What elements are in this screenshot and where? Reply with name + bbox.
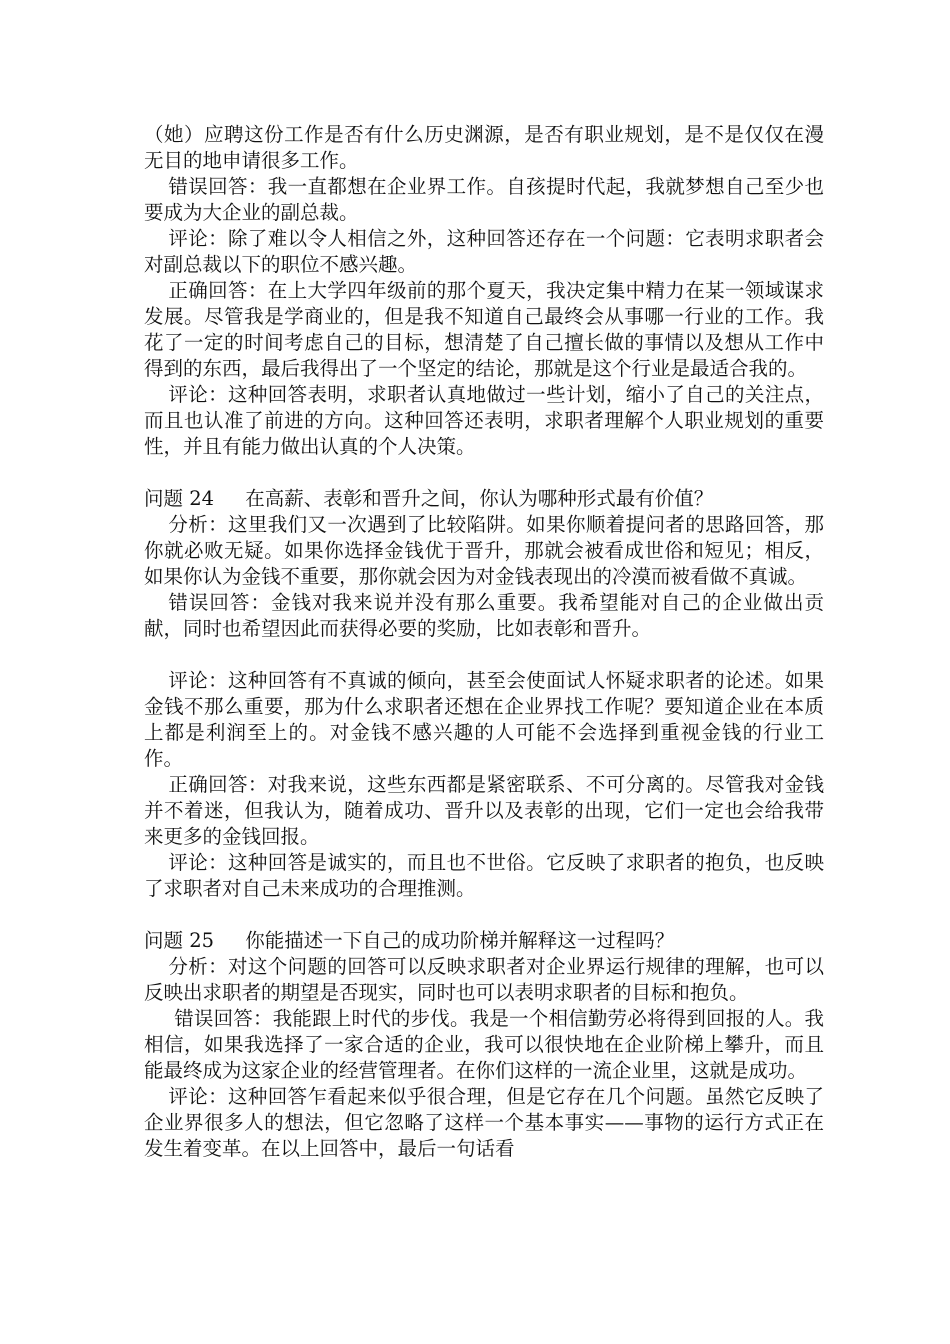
paragraph-correct-answer-q24: 正确回答：对我来说，这些东西都是紧密联系、不可分离的。尽管我对金钱并不着迷，但我认为，随着成功、晋升以及表彰的出现，它们一定也会给我带来更多的金钱回报。 <box>144 773 824 848</box>
question-25-text: 你能描述一下自己的成功阶梯并解释这一过程吗？ <box>245 929 675 952</box>
question-24-number: 问题 24 <box>144 487 215 510</box>
question-25-heading <box>144 928 824 954</box>
question-25-number: 问题 25 <box>144 929 215 952</box>
document-body <box>144 122 824 1162</box>
paragraph-comment-q23-correct: 评论：这种回答表明，求职者认真地做过一些计划，缩小了自己的关注点，而且也认准了前进的方向。这种回答还表明，求职者理解个人职业规划的重要性，并且有能力做出认真的个人决策。 <box>144 383 824 458</box>
spacer <box>144 902 824 928</box>
paragraph-wrong-answer-q23: 错误回答：我一直都想在企业界工作。自孩提时代起，我就梦想自己至少也要成为大企业的副总裁。 <box>144 175 824 224</box>
spacer <box>144 460 824 486</box>
paragraph-comment-q23-wrong: 评论：除了难以令人相信之外，这种回答还存在一个问题：它表明求职者会对副总裁以下的职位不感兴趣。 <box>144 227 824 276</box>
paragraph-wrong-answer-q24: 错误回答：金钱对我来说并没有那么重要。我希望能对自己的企业做出贡献，同时也希望因此而获得必要的奖励，比如表彰和晋升。 <box>144 591 824 640</box>
question-24-text: 在高薪、表彰和晋升之间，你认为哪种形式最有价值？ <box>245 487 714 510</box>
paragraph-comment-q24-correct: 评论：这种回答是诚实的，而且也不世俗。它反映了求职者的抱负，也反映了求职者对自己未来成功的合理推测。 <box>144 851 824 900</box>
paragraph-analysis-q24: 分析：这里我们又一次遇到了比较陷阱。如果你顺着提问者的思路回答，那你就必败无疑。如果你选择金钱优于晋升，那就会被看成世俗和短见；相反，如果你认为金钱不重要，那你就会因为对金钱表现出的冷漠而被看做不真诚。 <box>144 513 824 588</box>
question-24-heading <box>144 486 824 512</box>
paragraph-intro: （她）应聘这份工作是否有什么历史渊源，是否有职业规划，是不是仅仅在漫无目的地申请很多工作。 <box>144 123 824 172</box>
paragraph-comment-q24-wrong: 评论：这种回答有不真诚的倾向，甚至会使面试人怀疑求职者的论述。如果金钱不那么重要，那为什么求职者还想在企业界找工作呢？要知道企业在本质上都是利润至上的。对金钱不感兴趣的人可能不会选择到重视金钱的行业工作。 <box>144 669 824 770</box>
spacer <box>144 642 824 668</box>
paragraph-wrong-answer-q25: 错误回答：我能跟上时代的步伐。我是一个相信勤劳必将得到回报的人。我相信，如果我选择了一家合适的企业，我可以很快地在企业阶梯上攀升，而且能最终成为这家企业的经营管理者。在你们这样的一流企业里，这就是成功。 <box>144 1007 824 1082</box>
paragraph-analysis-q25: 分析：对这个问题的回答可以反映求职者对企业界运行规律的理解，也可以反映出求职者的期望是否现实，同时也可以表明求职者的目标和抱负。 <box>144 955 824 1004</box>
paragraph-comment-q25-wrong: 评论：这种回答乍看起来似乎很合理，但是它存在几个问题。虽然它反映了企业界很多人的想法，但它忽略了这样一个基本事实——事物的运行方式正在发生着变革。在以上回答中，最后一句话看 <box>144 1085 824 1160</box>
paragraph-correct-answer-q23: 正确回答：在上大学四年级前的那个夏天，我决定集中精力在某一领域谋求发展。尽管我是学商业的，但是我不知道自己最终会从事哪一行业的工作。我花了一定的时间考虑自己的目标，想清楚了自己擅长做的事情以及想从工作中得到的东西，最后我得出了一个坚定的结论，那就是这个行业是最适合我的。 <box>144 279 824 380</box>
